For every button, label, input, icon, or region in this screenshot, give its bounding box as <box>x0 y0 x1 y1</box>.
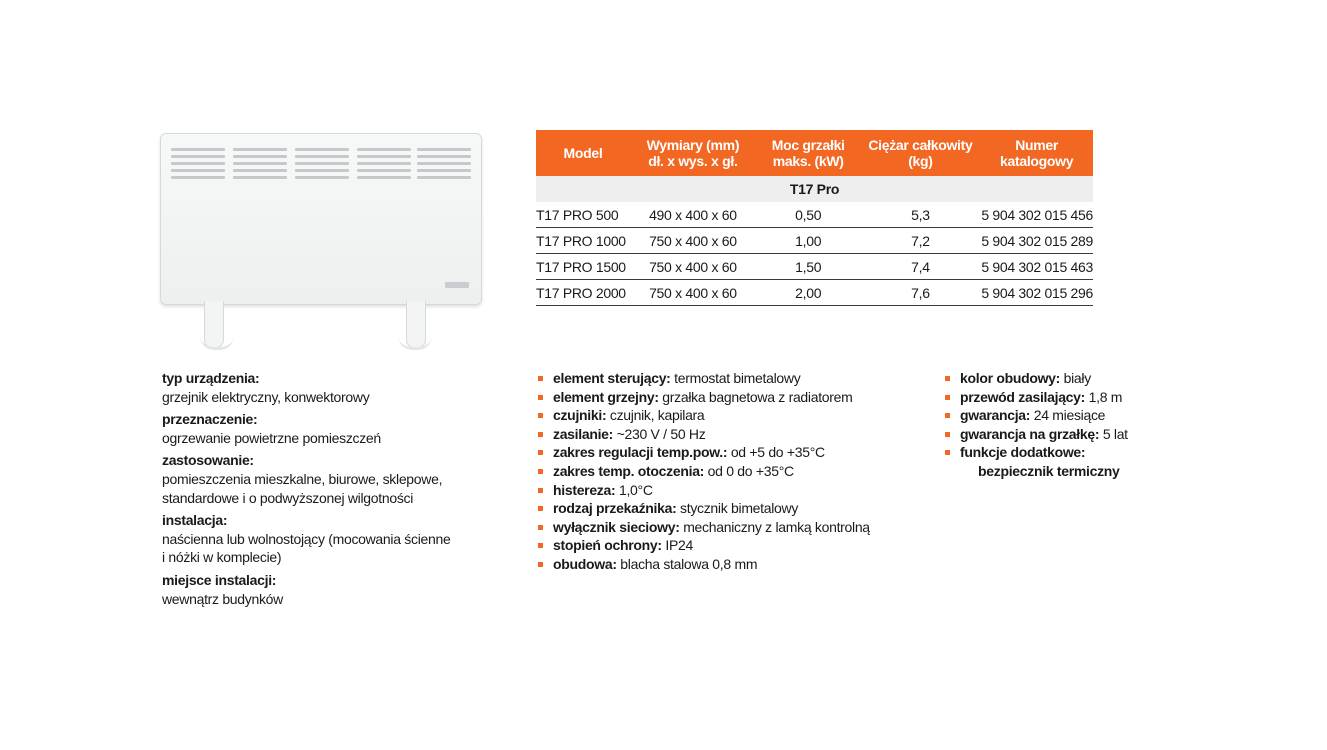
spec-value-line: naścienna lub wolnostojący (mocowania ścienne <box>162 530 451 547</box>
spec-key: obudowa: <box>553 555 617 572</box>
list-item <box>945 369 1205 388</box>
heater-brand-badge <box>445 282 469 288</box>
cell-dimensions: 750 x 400 x 60 <box>630 228 756 254</box>
header-catalog-number: Numer katalogowy <box>980 130 1093 176</box>
list-item <box>945 425 1205 444</box>
cell-weight: 5,3 <box>861 202 981 228</box>
cell-dimensions: 750 x 400 x 60 <box>630 254 756 280</box>
list-item <box>945 406 1205 425</box>
spec-value-purpose: ogrzewanie powietrzne pomieszczeń <box>162 429 381 446</box>
spec-value-device-type: grzejnik elektryczny, konwektorowy <box>162 388 370 405</box>
spec-key: stopień ochrony: <box>553 537 662 554</box>
spec-value: 1,8 m <box>1088 388 1123 405</box>
spec-key: zasilanie: <box>553 425 614 442</box>
spec-value: termostat bimetalowy <box>674 370 801 386</box>
spec-value: 1,0°C <box>618 481 653 498</box>
spec-table <box>536 130 1093 306</box>
cell-catalog-number: 5 904 302 015 463 <box>980 254 1093 280</box>
spec-value-installation <box>162 530 482 567</box>
heater-grille <box>233 148 287 184</box>
cell-power: 1,00 <box>756 228 861 254</box>
cell-catalog-number: 5 904 302 015 296 <box>980 280 1093 306</box>
table-row <box>536 228 1093 254</box>
sub-list-item: bezpiecznik termiczny <box>978 462 1120 479</box>
spec-value-line: pomieszczenia mieszkalne, biurowe, sklepowe, <box>162 470 443 487</box>
list-item <box>538 555 918 574</box>
group-label: T17 Pro <box>536 176 1093 202</box>
heater-grille <box>357 148 411 184</box>
list-item <box>945 443 1205 462</box>
spec-key: wyłącznik sieciowy: <box>553 518 680 535</box>
table-row <box>536 254 1093 280</box>
table-group-row <box>536 176 1093 202</box>
convector-heater-image <box>160 133 482 353</box>
spec-value: IP24 <box>665 537 693 554</box>
spec-key: histereza: <box>553 481 616 498</box>
spec-value: 24 miesiące <box>1033 407 1106 424</box>
list-item <box>538 443 918 462</box>
general-specs <box>162 369 482 612</box>
cell-power: 1,50 <box>756 254 861 280</box>
heater-foot-left <box>200 333 234 350</box>
heater-grille <box>417 148 471 184</box>
list-item <box>538 536 918 555</box>
table-row <box>536 202 1093 228</box>
spec-value: mechaniczny z lamką kontrolną <box>683 518 870 535</box>
cell-weight: 7,4 <box>861 254 981 280</box>
spec-value: od 0 do +35°C <box>707 462 794 479</box>
cell-catalog-number: 5 904 302 015 456 <box>980 202 1093 228</box>
list-item <box>538 425 918 444</box>
spec-label-installation: instalacja: <box>162 512 228 529</box>
spec-key: element grzejny: <box>553 388 659 405</box>
spec-key: zakres regulacji temp.pow.: <box>553 444 728 461</box>
header-power: Moc grzałki maks. (kW) <box>756 130 861 176</box>
spec-value-line: standardowe i o podwyższonej wilgotności <box>162 489 414 506</box>
header-weight: Ciężar całkowity (kg) <box>861 130 981 176</box>
header-dimensions: Wymiary (mm) dł. x wys. x gł. <box>630 130 756 176</box>
list-item <box>538 388 918 407</box>
cell-weight: 7,6 <box>861 280 981 306</box>
cell-power: 0,50 <box>756 202 861 228</box>
spec-key: element sterujący: <box>553 370 671 386</box>
spec-key: kolor obudowy: <box>960 370 1061 386</box>
spec-value: biały <box>1063 370 1091 386</box>
cell-model: T17 PRO 500 <box>536 202 630 228</box>
spec-key: rodzaj przekaźnika: <box>553 500 677 517</box>
cell-model: T17 PRO 1000 <box>536 228 630 254</box>
list-item <box>538 369 918 388</box>
spec-value: czujnik, kapilara <box>609 407 705 424</box>
spec-value-line: i nóżki w komplecie) <box>162 549 282 566</box>
spec-label-application: zastosowanie: <box>162 452 254 469</box>
heater-grille <box>295 148 349 184</box>
cell-catalog-number: 5 904 302 015 289 <box>980 228 1093 254</box>
technical-specs <box>538 369 918 574</box>
spec-key: przewód zasilający: <box>960 388 1086 405</box>
heater-grille <box>171 148 225 184</box>
list-item <box>945 388 1205 407</box>
spec-value-application <box>162 470 482 507</box>
spec-value: grzałka bagnetowa z radiatorem <box>662 388 853 405</box>
cell-weight: 7,2 <box>861 228 981 254</box>
list-item <box>538 406 918 425</box>
spec-key: czujniki: <box>553 407 607 424</box>
heater-panel <box>160 133 482 305</box>
spec-key: funkcje dodatkowe: <box>960 444 1086 461</box>
cell-dimensions: 490 x 400 x 60 <box>630 202 756 228</box>
spec-value: 5 lat <box>1102 425 1128 442</box>
spec-value: ~230 V / 50 Hz <box>616 425 706 442</box>
spec-key: zakres temp. otoczenia: <box>553 462 705 479</box>
table-row <box>536 280 1093 306</box>
spec-label-device-type: typ urządzenia: <box>162 370 260 386</box>
cell-model: T17 PRO 1500 <box>536 254 630 280</box>
cell-power: 2,00 <box>756 280 861 306</box>
heater-foot-right <box>398 333 432 350</box>
cell-dimensions: 750 x 400 x 60 <box>630 280 756 306</box>
spec-key: gwarancja na grzałkę: <box>960 425 1100 442</box>
header-model: Model <box>536 130 630 176</box>
additional-specs <box>945 369 1205 481</box>
list-item <box>538 518 918 537</box>
cell-model: T17 PRO 2000 <box>536 280 630 306</box>
list-item <box>538 462 918 481</box>
spec-value-install-location: wewnątrz budynków <box>162 590 283 607</box>
spec-value: od +5 do +35°C <box>730 444 825 461</box>
spec-value: blacha stalowa 0,8 mm <box>620 555 758 572</box>
spec-label-install-location: miejsce instalacji: <box>162 571 277 588</box>
spec-value: stycznik bimetalowy <box>680 500 799 517</box>
list-item <box>538 499 918 518</box>
list-item <box>538 481 918 500</box>
spec-key: gwarancja: <box>960 407 1031 424</box>
table-header-row <box>536 130 1093 176</box>
spec-label-purpose: przeznaczenie: <box>162 411 258 428</box>
